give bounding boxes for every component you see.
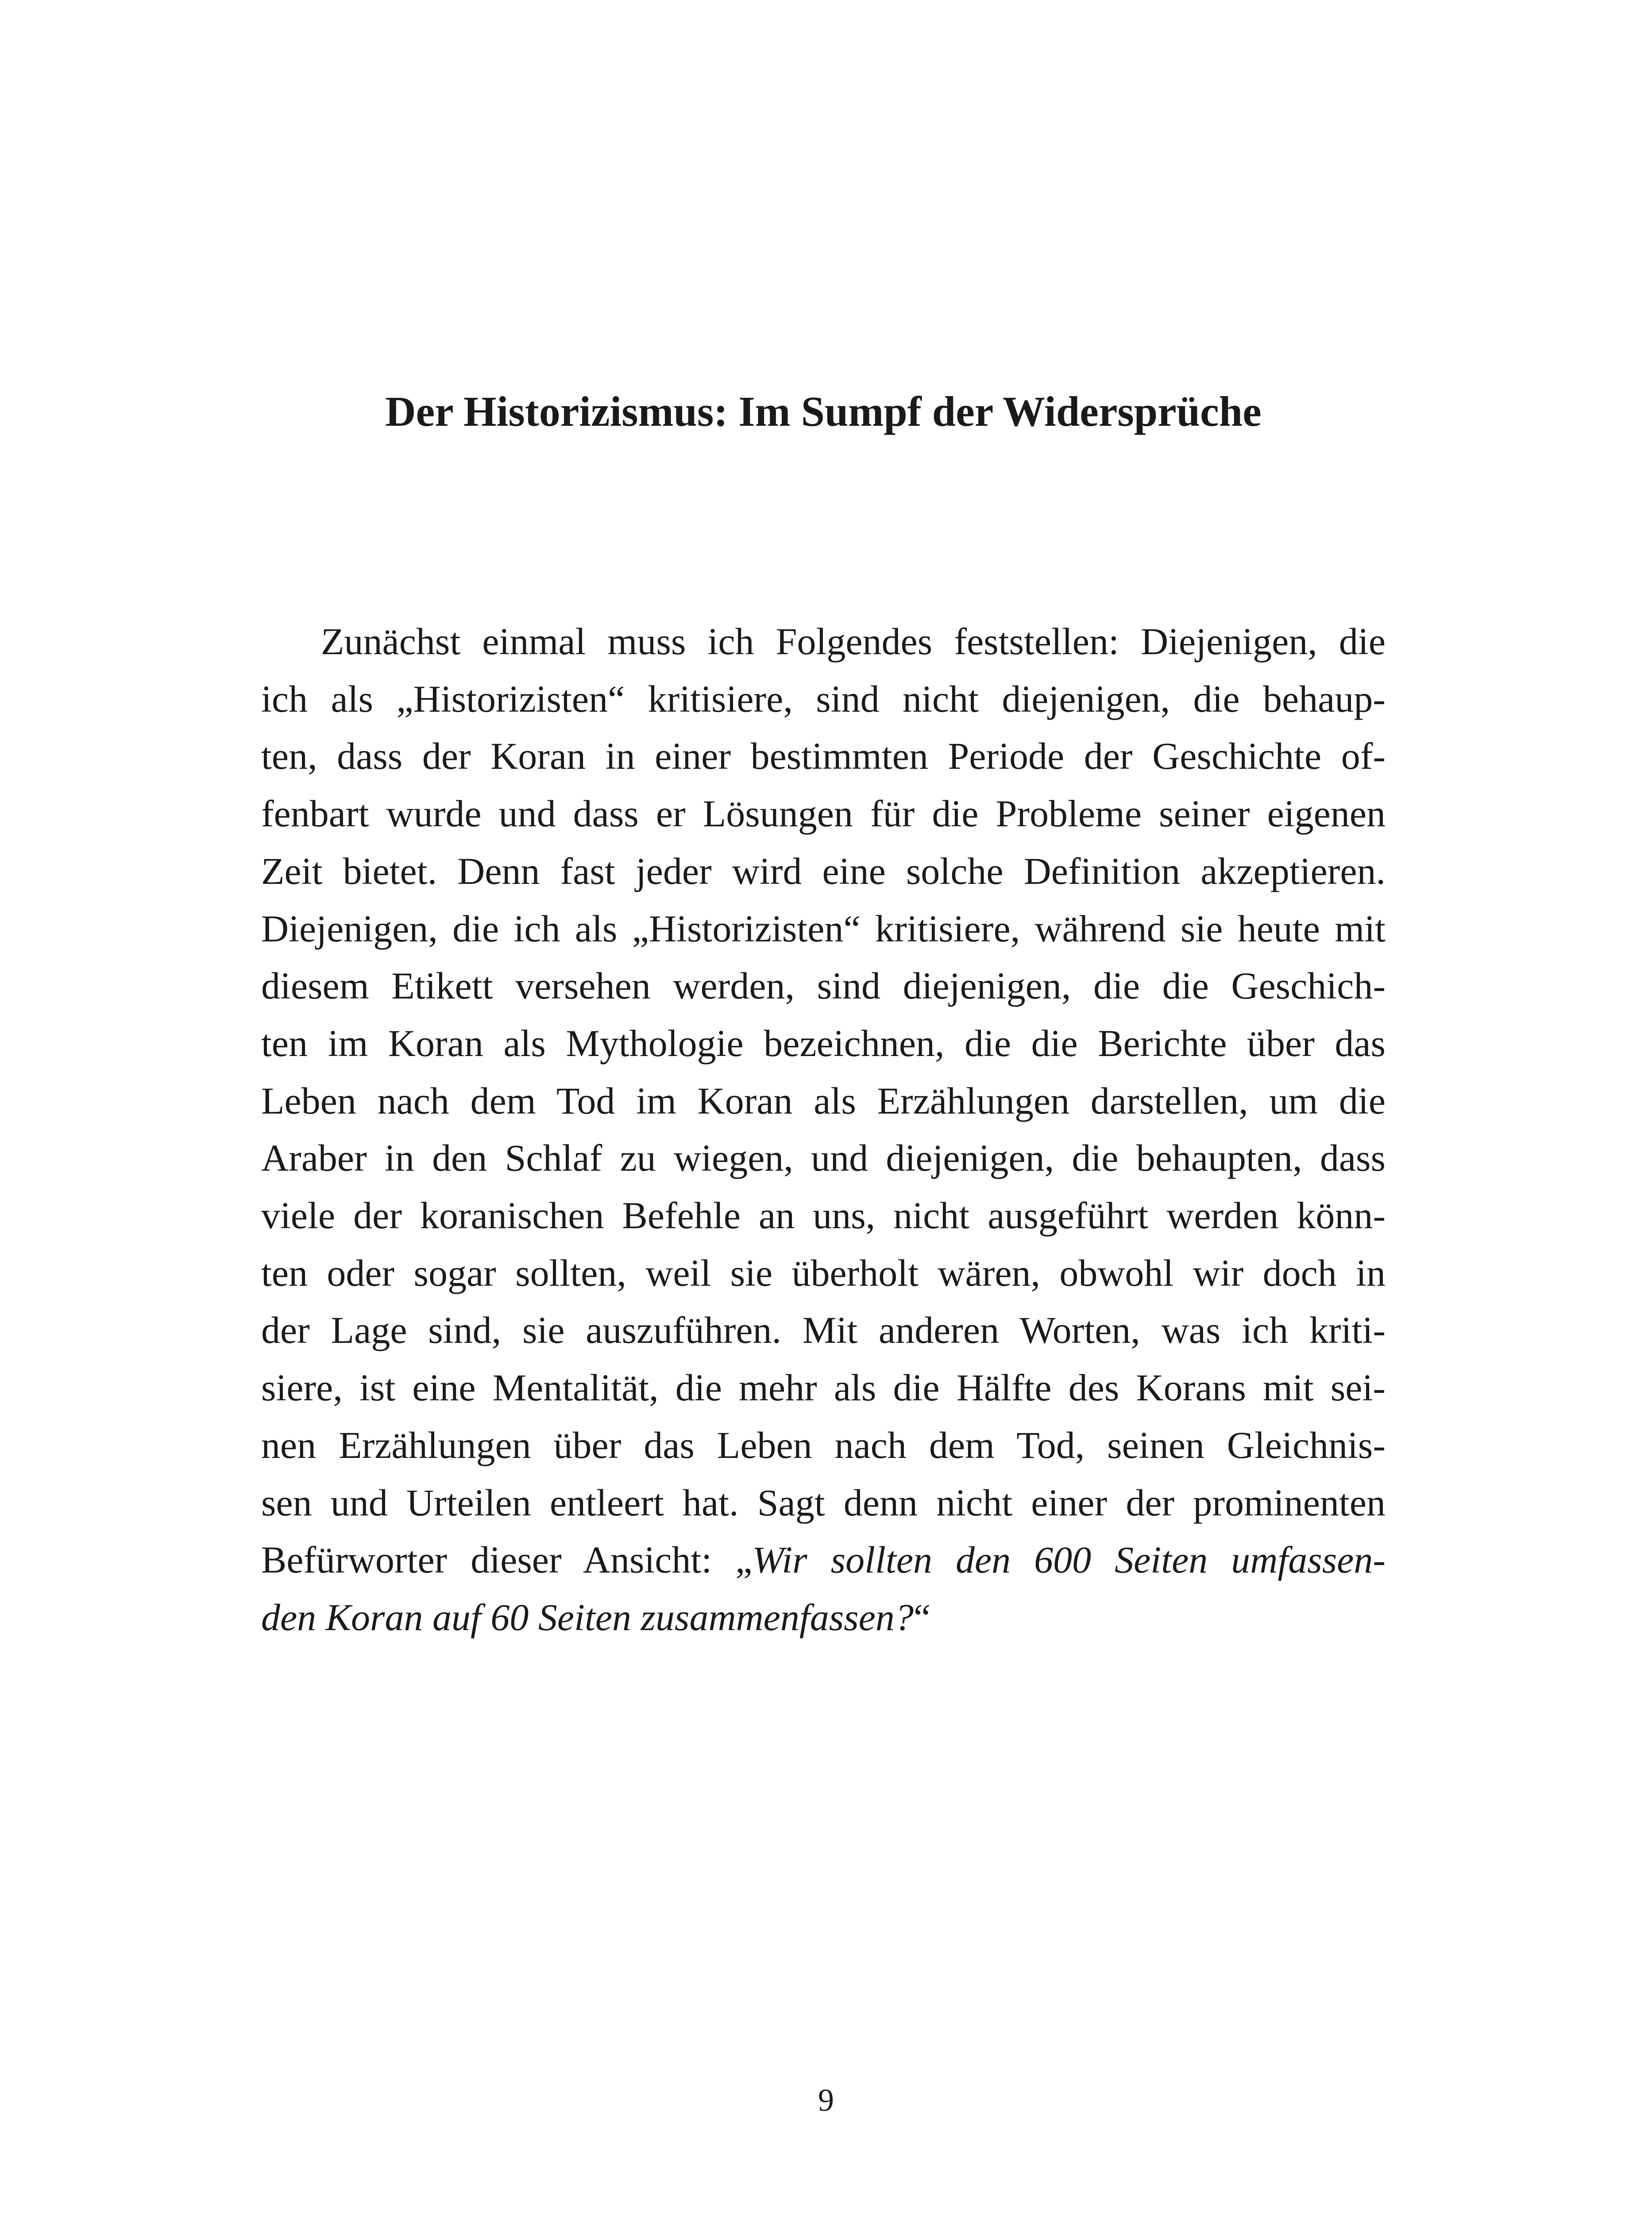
text-line: Diejenigen, die ich als „Historizisten“ kritisiere, während sie heute mit xyxy=(261,907,1386,950)
chapter-title: Der Historizismus: Im Sumpf der Widersprüche xyxy=(385,388,1262,435)
text-line: siere, ist eine Mentalität, die mehr als die Hälfte des Korans mit sei- xyxy=(261,1366,1386,1409)
quote-end-line xyxy=(261,1589,1386,1646)
quote-text: Wir sollten den 600 Seiten umfassen- xyxy=(752,1538,1386,1581)
quote-intro: Befürworter dieser Ansicht: „ xyxy=(261,1538,753,1581)
text-line: Zeit bietet. Denn fast jeder wird eine solche Definition akzeptieren. xyxy=(261,849,1386,892)
quote-line xyxy=(261,1531,1386,1589)
text-line: ten im Koran als Mythologie bezeichnen, die die Berichte über das xyxy=(261,1022,1386,1064)
quote-text-end: den Koran auf 60 Seiten zusammenfassen? xyxy=(261,1596,914,1639)
text-line: nen Erzählungen über das Leben nach dem Tod, seinen Gleichnis- xyxy=(261,1423,1386,1466)
text-line: der Lage sind, sie auszuführen. Mit anderen Worten, was ich kriti- xyxy=(261,1309,1386,1352)
text-line: ich als „Historizisten“ kritisiere, sind nicht diejenigen, die behaup- xyxy=(261,677,1386,720)
text-line: ten oder sogar sollten, weil sie überholt wären, obwohl wir doch in xyxy=(261,1251,1386,1294)
page-number: 9 xyxy=(818,2082,834,2118)
text-line: Leben nach dem Tod im Koran als Erzählungen darstellen, um die xyxy=(261,1079,1386,1122)
body-paragraph xyxy=(261,613,1386,1646)
text-line: sen und Urteilen entleert hat. Sagt denn nicht einer der prominenten xyxy=(261,1481,1386,1524)
text-line: diesem Etikett versehen werden, sind diejenigen, die die Geschich- xyxy=(261,964,1386,1007)
text-line: viele der koranischen Befehle an uns, nicht ausgeführt werden könn- xyxy=(261,1194,1386,1237)
text-line: ten, dass der Koran in einer bestimmten Periode der Geschichte of- xyxy=(261,735,1386,778)
closing-quote-mark: “ xyxy=(913,1596,931,1639)
text-line: Zunächst einmal muss ich Folgendes feststellen: Diejenigen, die xyxy=(321,620,1386,663)
text-line: fenbart wurde und dass er Lösungen für die Probleme seiner eigenen xyxy=(261,792,1386,835)
text-line: Araber in den Schlaf zu wiegen, und diejenigen, die behaupten, dass xyxy=(261,1137,1386,1180)
